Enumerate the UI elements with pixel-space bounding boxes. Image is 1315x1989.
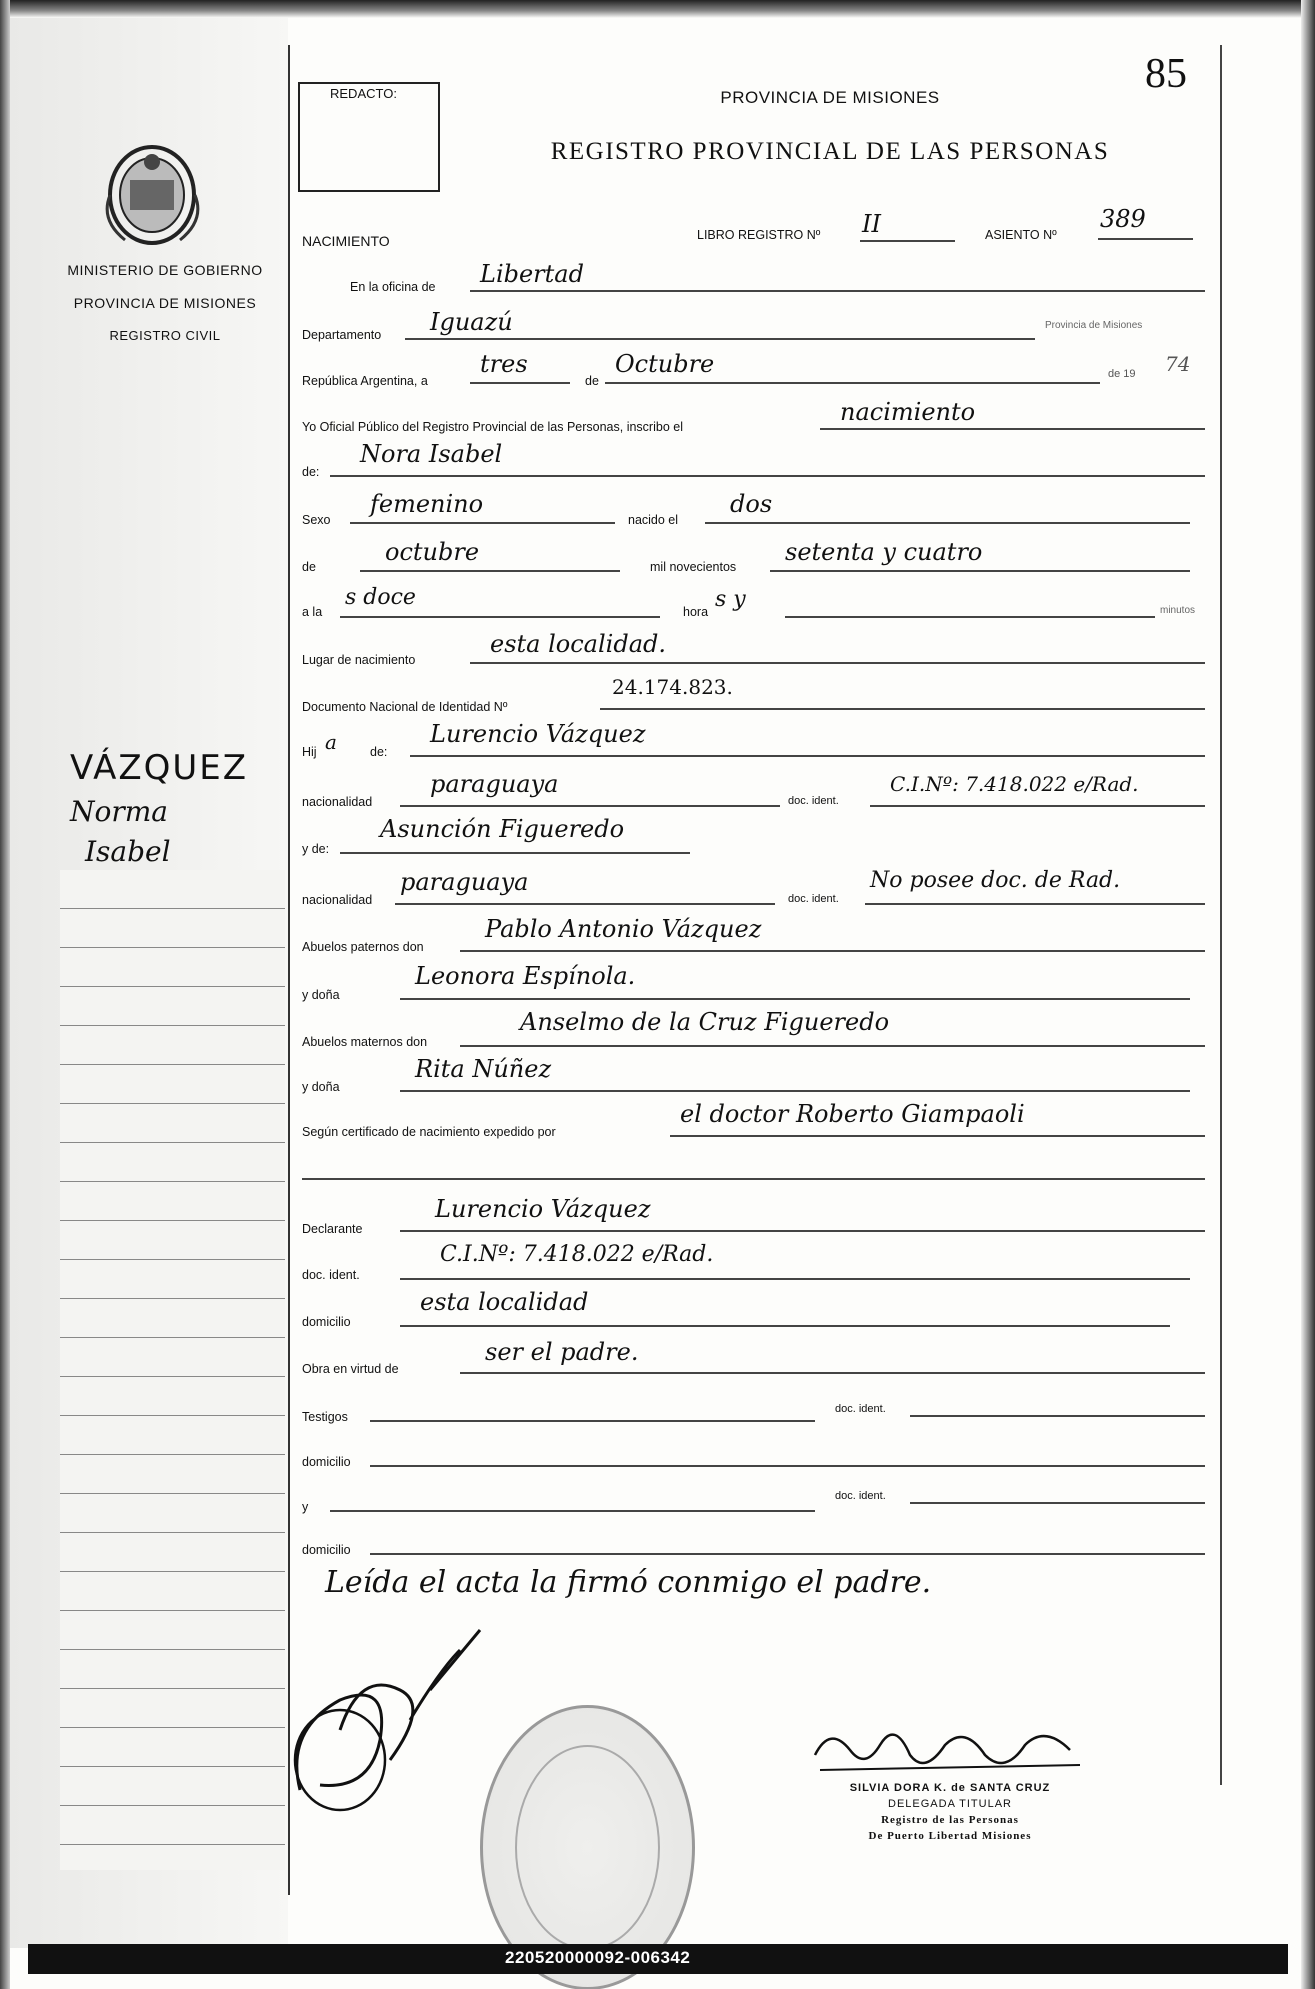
- ydona2-line: [400, 1090, 1190, 1092]
- father-value: Lurencio Vázquez: [430, 720, 646, 748]
- official-seal-inner: [515, 1745, 660, 1950]
- ministry-label: MINISTERIO DE GOBIERNO: [67, 262, 263, 278]
- asiento-line: [1098, 238, 1193, 240]
- stamp-line-2: DELEGADA TITULAR: [888, 1798, 1012, 1810]
- docident3-label: doc. ident.: [302, 1268, 360, 1282]
- mil-line: [770, 570, 1190, 572]
- mother-value: Asunción Figueredo: [380, 815, 625, 843]
- minutos-label: minutos: [1160, 605, 1196, 616]
- nacido-label: nacido el: [628, 513, 679, 527]
- stamp-line-4: De Puerto Libertad Misiones: [868, 1830, 1032, 1842]
- year-value: 74: [1165, 352, 1191, 376]
- nacionalidad1-value: paraguaya: [430, 770, 559, 798]
- nacimiento-label: NACIMIENTO: [302, 233, 390, 249]
- declarante-line: [400, 1230, 1205, 1232]
- scan-top-edge: [0, 0, 1315, 18]
- domicilio1-label: domicilio: [302, 1315, 351, 1329]
- y-line: [330, 1510, 815, 1512]
- registrar-stamp: [820, 1780, 1080, 1844]
- docident4-line: [910, 1415, 1205, 1417]
- de-label: de: [585, 374, 599, 388]
- oficial-value: nacimiento: [840, 398, 976, 426]
- margin-note-surname: VÁZQUEZ: [70, 748, 249, 788]
- margin-note-name2: Isabel: [85, 835, 171, 868]
- sexo-line: [350, 522, 615, 524]
- domicilio1-value: esta localidad: [420, 1288, 589, 1316]
- oficial-line: [820, 428, 1205, 430]
- libro-label: LIBRO REGISTRO Nº: [697, 228, 821, 242]
- ala-line: [340, 616, 660, 618]
- child-name-value: Nora Isabel: [360, 440, 503, 468]
- civil-registry-label: REGISTRO CIVIL: [109, 328, 221, 343]
- day-line: [470, 382, 570, 384]
- ydona1-label: y doña: [302, 988, 340, 1002]
- province-label: PROVINCIA DE MISIONES: [73, 295, 257, 311]
- provincia-label: Provincia de Misiones: [1045, 320, 1143, 331]
- nacionalidad2-value: paraguaya: [400, 868, 529, 896]
- y-label: y: [302, 1500, 309, 1514]
- ydona1-value: Leonora Espínola.: [415, 962, 636, 990]
- nacido-value: dos: [730, 490, 773, 518]
- sexo-label: Sexo: [302, 513, 331, 527]
- libro-line: [860, 240, 955, 242]
- lugar-value: esta localidad.: [490, 630, 666, 658]
- abuelos-paternos-line: [460, 950, 1205, 952]
- docident2-label: doc. ident.: [788, 893, 839, 905]
- segun-label: Según certificado de nacimiento expedido por: [302, 1125, 556, 1139]
- page-number: 85: [1145, 51, 1187, 97]
- month-line: [605, 382, 1100, 384]
- docident3-value: C.I.Nº: 7.418.022 e/Rad.: [440, 1242, 714, 1267]
- oficial-label: Yo Oficial Público del Registro Provincial de las Personas, inscribo el: [302, 420, 683, 434]
- testigos-label: Testigos: [302, 1410, 348, 1424]
- margin-note-name1: Norma: [70, 795, 168, 828]
- domicilio3-line: [370, 1553, 1205, 1555]
- margin-ruled-lines: [60, 870, 285, 1870]
- declarante-value: Lurencio Vázquez: [435, 1195, 651, 1223]
- oficina-value: Libertad: [480, 260, 584, 288]
- declarante-label: Declarante: [302, 1222, 363, 1236]
- mil-label: mil novecientos: [650, 560, 737, 574]
- ydona2-label: y doña: [302, 1080, 340, 1094]
- asiento-value: 389: [1100, 205, 1146, 233]
- docident1-value: C.I.Nº: 7.418.022 e/Rad.: [890, 772, 1139, 796]
- birth-month-line: [360, 570, 620, 572]
- day-value: tres: [480, 350, 528, 378]
- libro-value: II: [862, 210, 881, 238]
- domicilio3-label: domicilio: [302, 1543, 351, 1557]
- ydona1-line: [400, 998, 1190, 1000]
- nacionalidad1-line: [400, 805, 780, 807]
- segun-line2: [302, 1178, 1205, 1180]
- abuelos-maternos-line: [460, 1045, 1205, 1047]
- domicilio2-line: [370, 1465, 1205, 1467]
- dni-label: Documento Nacional de Identidad Nº: [302, 700, 508, 714]
- dni-value: 24.174.823.: [612, 675, 733, 699]
- ala-value: s doce: [345, 585, 416, 610]
- nacido-line: [705, 522, 1190, 524]
- hora-line: [785, 616, 1155, 618]
- dni-line: [600, 708, 1205, 710]
- year-label: de 19: [1108, 368, 1136, 380]
- registrar-signature: [810, 1715, 1090, 1785]
- domicilio2-label: domicilio: [302, 1455, 351, 1469]
- docident3-line: [400, 1278, 1190, 1280]
- hij-label: Hij: [302, 745, 317, 759]
- testigos-line: [370, 1420, 815, 1422]
- lugar-line: [470, 662, 1205, 664]
- stamp-line-1: SILVIA DORA K. de SANTA CRUZ: [849, 1782, 1051, 1794]
- segun-value: el doctor Roberto Giampaoli: [680, 1100, 1025, 1128]
- mil-value: setenta y cuatro: [785, 538, 983, 566]
- hij-suffix: a: [325, 730, 337, 754]
- father-line: [410, 755, 1205, 757]
- obra-line: [460, 1372, 1205, 1374]
- de-name-label: de:: [302, 465, 320, 479]
- docident1-label: doc. ident.: [788, 795, 839, 807]
- oficina-line: [470, 290, 1205, 292]
- month-value: Octubre: [615, 350, 715, 378]
- docident1-line: [870, 805, 1205, 807]
- de-month-label: de: [302, 560, 316, 574]
- oficina-label: En la oficina de: [350, 280, 436, 294]
- scan-right-edge: [1301, 0, 1315, 1989]
- hora-value: s y: [715, 587, 746, 612]
- docident5-line: [910, 1502, 1205, 1504]
- obra-label: Obra en virtud de: [302, 1362, 399, 1376]
- stamp-line-3: Registro de las Personas: [881, 1814, 1019, 1826]
- departamento-value: Iguazú: [430, 308, 513, 336]
- province-title: PROVINCIA DE MISIONES: [720, 88, 940, 107]
- sexo-value: femenino: [370, 490, 484, 518]
- abuelos-maternos-value: Anselmo de la Cruz Figueredo: [520, 1008, 890, 1036]
- yde-label: y de:: [302, 842, 330, 856]
- departamento-line: [405, 338, 1035, 340]
- nacionalidad2-line: [395, 903, 775, 905]
- nacionalidad2-label: nacionalidad: [302, 893, 373, 907]
- domicilio1-line: [400, 1325, 1170, 1327]
- departamento-label: Departamento: [302, 328, 382, 342]
- obra-value: ser el padre.: [485, 1338, 639, 1366]
- redacto-label: REDACTO:: [330, 86, 397, 101]
- asiento-label: ASIENTO Nº: [985, 228, 1057, 242]
- docident5-label: doc. ident.: [835, 1490, 886, 1502]
- document-id: 220520000092-006342: [505, 1948, 691, 1967]
- hij-de-label: de:: [370, 745, 388, 759]
- abuelos-paternos-value: Pablo Antonio Vázquez: [485, 915, 762, 943]
- docident2-line: [865, 903, 1205, 905]
- hora-label: hora: [683, 605, 709, 619]
- province-crest-icon: [100, 140, 205, 250]
- docident4-label: doc. ident.: [835, 1403, 886, 1415]
- nacionalidad1-label: nacionalidad: [302, 795, 373, 809]
- segun-line: [670, 1135, 1205, 1137]
- mother-line: [340, 852, 690, 854]
- father-signature: [280, 1610, 490, 1820]
- ala-label: a la: [302, 605, 323, 619]
- lugar-label: Lugar de nacimiento: [302, 653, 416, 667]
- docident2-value: No posee doc. de Rad.: [870, 868, 1121, 893]
- abuelos-maternos-label: Abuelos maternos don: [302, 1035, 428, 1049]
- birth-month-value: octubre: [385, 538, 480, 566]
- child-name-line: [330, 475, 1205, 477]
- closing-statement: Leída el acta la firmó conmigo el padre.: [325, 1565, 932, 1600]
- registry-title: REGISTRO PROVINCIAL DE LAS PERSONAS: [550, 138, 1110, 165]
- ydona2-value: Rita Núñez: [415, 1055, 552, 1083]
- republica-label: República Argentina, a: [302, 374, 428, 388]
- right-border-line: [1220, 45, 1222, 1785]
- abuelos-paternos-label: Abuelos paternos don: [302, 940, 424, 954]
- scan-left-edge: [0, 0, 10, 1989]
